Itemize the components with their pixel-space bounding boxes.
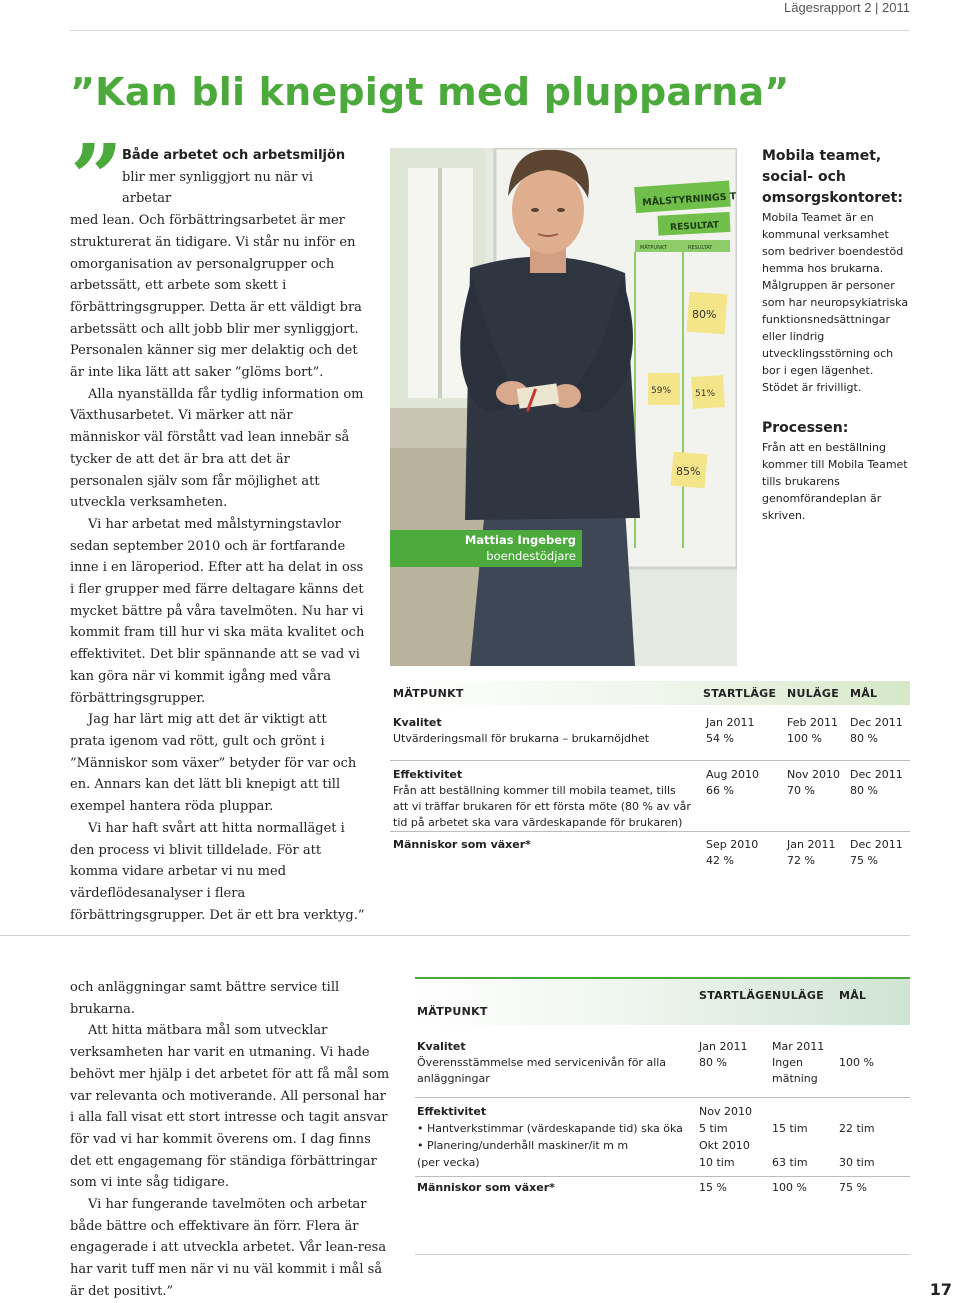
row-start-date: Sep 2010 (706, 838, 759, 851)
row-start-value: 10 tim (699, 1156, 735, 1169)
page-number: 17 (929, 1280, 952, 1299)
row-start-date: Okt 2010 (699, 1139, 750, 1152)
sidebar-body: Mobila Teamet är en kommunal verksamhet som bedriver boendestöd hemma hos brukarna. Målgruppen är personer som har neuropsykiatriska funktionsnedsättningar eller lindrig utvecklingsstörning och bor i egen lägenhet. Stödet är frivilligt. (762, 211, 909, 394)
table-header (415, 979, 910, 1025)
header-mal: MÅL (839, 989, 867, 1002)
header-nulage: NULÄGE (772, 989, 825, 1002)
postit-note: 80% (692, 308, 717, 321)
row-start-date: Jan 2011 (699, 1040, 748, 1053)
row-desc: Från att beställning kommer till mobila teamet, tills att vi träffar brukaren för ett första möte (80 % av vår tid på arbetet ska vara värdeskapande för brukaren) (393, 784, 691, 829)
table-row (390, 760, 910, 831)
row-desc: Överensstämmelse med servicenivån för alla anläggningar (417, 1056, 667, 1085)
portrait-photo (390, 148, 737, 666)
row-title: Kvalitet (393, 716, 442, 729)
table-row (390, 831, 910, 872)
row-start-date: Aug 2010 (706, 768, 759, 781)
header-matpunkt: MÄTPUNKT (393, 687, 464, 700)
report-header-label: Lägesrapport 2 | 2011 (783, 0, 910, 15)
row-now-value: 70 % (787, 784, 815, 797)
row-start-value: 80 % (699, 1056, 727, 1069)
row-goal-date: Dec 2011 (850, 768, 903, 781)
row-now-value: 15 tim (772, 1122, 808, 1135)
header-startlage: STARTLÄGE (703, 687, 777, 700)
sidebar-heading-process: Processen: (762, 420, 849, 436)
row-goal-value: 22 tim (839, 1122, 875, 1135)
measurement-table-1 (390, 681, 910, 872)
main-article-text (70, 145, 365, 926)
photo-caption (390, 530, 582, 567)
header-startlage: STARTLÄGE (699, 989, 773, 1002)
row-start-value: 54 % (706, 732, 734, 745)
row-now-date: Jan 2011 (787, 838, 836, 851)
row-now-value: 100 % (787, 732, 822, 745)
table-row (415, 1097, 910, 1176)
info-sidebar (762, 146, 912, 524)
row-goal-date: Dec 2011 (850, 838, 903, 851)
table-row (415, 1176, 910, 1205)
row-now-value: 72 % (787, 854, 815, 867)
bottom-divider (415, 1254, 910, 1255)
row-start-value: 15 % (699, 1181, 727, 1194)
postit-note: 59% (651, 386, 672, 396)
row-start-date: Nov 2010 (699, 1105, 752, 1118)
caption-role: boendestödjare (486, 549, 576, 563)
row-start-value: 42 % (706, 854, 734, 867)
row-goal-date: Dec 2011 (850, 716, 903, 729)
sidebar-heading: Mobila teamet, social- och omsorgskontoret: (762, 148, 903, 206)
header-mal: MÅL (850, 687, 878, 700)
article-paragraph: Vi har haft svårt att hitta normalläget i den process vi blivit tilldelade. För att komma vidare arbetar vi nu med värdeflödesanalyser i flera förbättringsgrupper. Det är ett bra verktyg.” (70, 820, 365, 923)
article-paragraph: med lean. Och förbättringsarbetet är mer strukturerat än tidigare. Vi står nu inför en omorganisation av personalgrupper och arbetssätt, ett arbete som skett i förbättringsgrupper. Detta är ett väldigt bra arbetssätt och allt jobb blir mer synliggjort. Personalen känner sig mer delaktig och det är inte lika lätt att saker ”glöms bort”. (70, 213, 362, 381)
row-goal-value: 100 % (839, 1056, 874, 1069)
row-item: • Planering/underhåll maskiner/it m m (417, 1139, 629, 1152)
row-goal-value: 80 % (850, 784, 878, 797)
row-item: • Hantverkstimmar (värdeskapande tid) ska öka (417, 1122, 683, 1135)
postit-note: 85% (676, 465, 701, 478)
row-goal-value: 75 % (839, 1181, 867, 1194)
board-result-text: RESULTAT (669, 220, 720, 234)
row-now-value: Ingen mätning (772, 1056, 818, 1085)
row-title: Människor som växer* (417, 1181, 555, 1194)
header-matpunkt: MÄTPUNKT (417, 1005, 488, 1018)
row-desc: Utvärderingsmall för brukarna – brukarnöjdhet (393, 732, 650, 745)
row-now-date: Feb 2011 (787, 716, 838, 729)
bottom-article-text (70, 977, 390, 1303)
row-title: Effektivitet (393, 768, 463, 781)
article-lead: Både arbetet och arbetsmiljön (122, 148, 346, 163)
table-row (390, 715, 910, 760)
article-paragraph: och anläggningar samt bättre service till brukarna. (70, 980, 340, 1017)
row-goal-value: 30 tim (839, 1156, 875, 1169)
row-title: Effektivitet (417, 1105, 487, 1118)
row-goal-value: 75 % (850, 854, 878, 867)
row-title: Människor som växer* (393, 838, 531, 851)
measurement-table-2 (415, 977, 910, 1205)
table-row (415, 1035, 910, 1097)
board-col1-text: MÄTPUNKT (640, 245, 667, 251)
article-paragraph: Vi har fungerande tavelmöten och arbetar både bättre och effektivare än förr. Flera är engagerade i att utveckla arbetet. Vår lean-resa har varit tuff men när vi nu väl kommit i mål så är det positivt.” (70, 1197, 387, 1299)
row-now-value: 100 % (772, 1181, 807, 1194)
postit-note: 51% (695, 389, 716, 399)
table-header (390, 681, 910, 705)
row-start-date: Jan 2011 (706, 716, 755, 729)
article-paragraph: Att hitta mätbara mål som utvecklar verksamheten har varit en utmaning. Vi hade behövt mer hjälp i det arbetet för att få mål som var relevanta och motiverande. All personal har i alla fall visat ett stort intresse och tagit ansvar för vad vi har kommit överens om. I dag finns det ett engagemang för ständiga förbättringar som vi inte såg tidigare. (70, 1023, 390, 1191)
article-paragraph: Jag har lärt mig att det är viktigt att prata igenom vad rött, gult och grönt i ”Människor som växer” betyder för var och en. Annars kan det lätt bli knepigt att till exempel hantera röda pluppar. (70, 712, 357, 815)
page-title: ”Kan bli knepigt med plupparna” (70, 70, 790, 114)
row-now-date: Mar 2011 (772, 1040, 825, 1053)
section-divider (0, 935, 910, 936)
sidebar-body-process: Från att en beställning kommer till Mobila Teamet tills brukarens genomförandeplan är skriven. (762, 441, 908, 522)
board-col2-text: RESULTAT (688, 245, 713, 251)
row-goal-value: 80 % (850, 732, 878, 745)
article-paragraph: Alla nyanställda får tydlig information om Växthusarbetet. Vi märker att när människor väl förstått vad lean innebär så tycker de att det är bra att det är personalen själv som får möjlighet att utveckla verksamheten. (70, 386, 364, 511)
row-now-date: Nov 2010 (787, 768, 840, 781)
article-paragraph: Vi har arbetat med målstyrningstavlor sedan september 2010 och är fortfarande inne i en läroperiod. Efter att ha delat in oss i fler grupper med färre deltagare känns det mycket bättre på våra tavelmöten. Nu har vi kommit fram till hur vi ska mäta kvalitet och effektivitet. Det blir spännande att se vad vi kan göra när vi kommit igång med våra förbättringsgrupper. (70, 516, 365, 706)
header-divider (70, 30, 910, 31)
header-nulage: NULÄGE (787, 687, 840, 700)
row-now-value: 63 tim (772, 1156, 808, 1169)
row-start-value: 66 % (706, 784, 734, 797)
caption-name: Mattias Ingeberg (464, 533, 576, 547)
article-first-line: blir mer synliggjort nu när vi arbetar (122, 169, 313, 207)
row-start-value: 5 tim (699, 1122, 728, 1135)
row-item-note: (per vecka) (417, 1156, 480, 1169)
row-title: Kvalitet (417, 1040, 466, 1053)
quote-mark-icon: ” (70, 124, 123, 232)
board-title-text: MÅLSTYRNINGS T (641, 191, 737, 209)
